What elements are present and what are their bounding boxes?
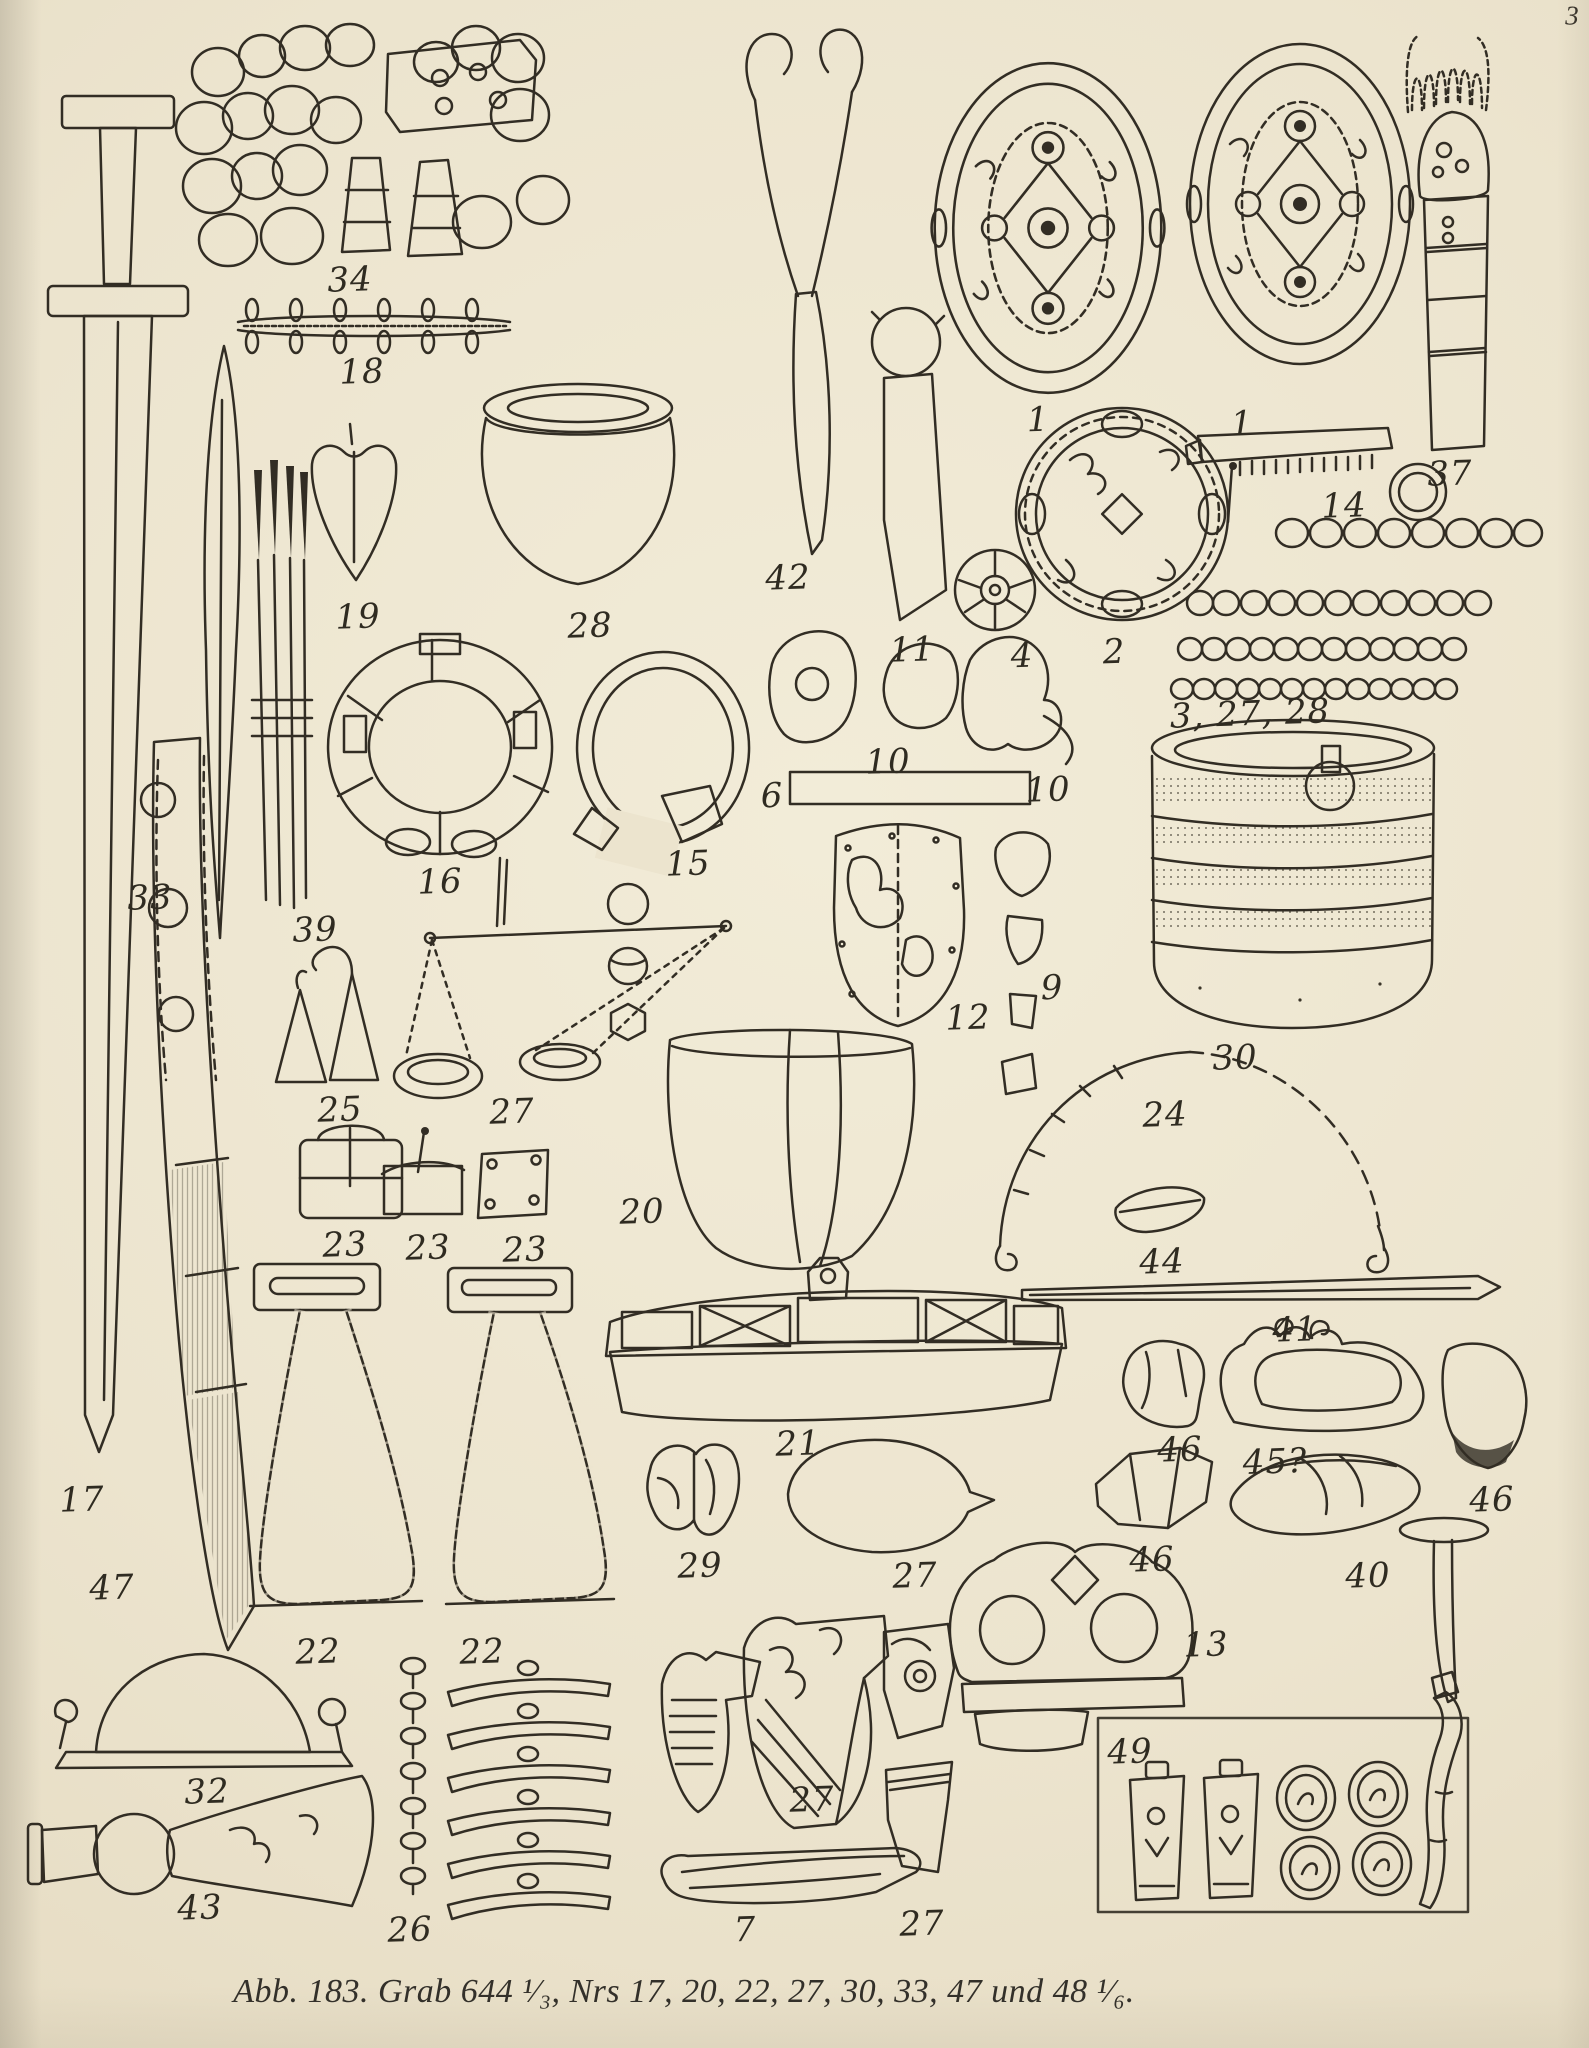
label-axe: 43 xyxy=(176,1887,224,1929)
label-whetstone: 44 xyxy=(1138,1241,1186,1283)
arrow-bundle-drawing xyxy=(252,460,312,908)
label-oval-brooch-right: 1 xyxy=(1229,403,1255,445)
label-comb: 21 xyxy=(774,1423,822,1465)
label-bucket-handle: 24 xyxy=(1141,1094,1189,1136)
weights-drawing xyxy=(608,884,648,1040)
label-shears: 42 xyxy=(764,557,812,599)
label-pot: 28 xyxy=(566,605,614,647)
rod-drawing xyxy=(1022,1276,1500,1300)
whetstone-drawing xyxy=(1115,1187,1204,1232)
oval-brooch-right-drawing xyxy=(1187,44,1413,364)
label-lump-left: 10 xyxy=(864,741,912,783)
label-mount-box: 49 xyxy=(1106,1731,1154,1773)
label-nut: 27 xyxy=(891,1555,939,1597)
knife-drawing xyxy=(872,308,946,620)
label-bead-rows: 3, 27, 28 xyxy=(1169,691,1331,737)
label-sherd-trio: 9 xyxy=(1039,967,1065,1009)
spindle-whorl-drawing xyxy=(955,550,1035,630)
label-box-3: 23 xyxy=(501,1229,549,1271)
label-oval-brooch-left: 1 xyxy=(1025,399,1051,441)
label-knife: 11 xyxy=(888,629,936,671)
spearhead-drawing xyxy=(205,346,240,938)
label-loop-fitting: 45? xyxy=(1242,1440,1308,1484)
label-scabbard: 47 xyxy=(88,1567,136,1609)
bone-tool-drawing xyxy=(661,1848,920,1903)
label-box-2: 23 xyxy=(404,1227,452,1269)
label-bracelet: 16 xyxy=(416,861,464,903)
label-sword: 17 xyxy=(58,1479,106,1521)
label-frag46-top: 46 xyxy=(1156,1429,1204,1471)
label-arrow-bundle: 39 xyxy=(291,909,339,951)
label-frag46-bottom: 46 xyxy=(1128,1539,1176,1581)
bucket-handle-drawing xyxy=(996,1052,1388,1272)
label-penannular-ring: 15 xyxy=(664,843,712,885)
loop-fitting-drawing xyxy=(1221,1319,1424,1431)
label-stirrup-right: 22 xyxy=(458,1631,506,1673)
clay-cup-drawing xyxy=(668,1030,914,1269)
label-bucket: 30 xyxy=(1211,1037,1259,1079)
bucket-drawing xyxy=(1152,720,1434,1028)
stirrup-right-drawing xyxy=(446,1268,614,1604)
label-bone-tool: 7 xyxy=(732,1909,758,1951)
label-carved-fragments: 27 xyxy=(788,1779,836,1821)
label-box-1: 23 xyxy=(321,1224,369,1266)
chain-drawing xyxy=(238,299,510,353)
label-frag46-right: 46 xyxy=(1468,1479,1516,1521)
label-rod: 41 xyxy=(1271,1309,1319,1351)
label-shield-boss: 32 xyxy=(183,1771,231,1813)
label-chain: 18 xyxy=(338,351,386,393)
label-openwork-buckle: 13 xyxy=(1182,1624,1230,1666)
label-cone-mounts: 25 xyxy=(316,1089,364,1131)
bead-cluster-drawing xyxy=(176,24,569,266)
fragment-46-right-drawing xyxy=(1443,1344,1527,1468)
label-strap-mounts: 26 xyxy=(386,1909,434,1951)
label-handle: 37 xyxy=(1426,453,1474,495)
penannular-ring-drawing xyxy=(574,652,749,877)
disc-brooch-drawing xyxy=(1016,408,1228,620)
label-comb-case-fragment: 14 xyxy=(1320,485,1368,527)
label-balance-scale: 27 xyxy=(488,1091,536,1133)
label-bead-cluster: 34 xyxy=(326,259,374,301)
label-flint-flake: 40 xyxy=(1344,1555,1392,1597)
cone-mounts-drawing xyxy=(276,947,378,1082)
oval-brooch-left-drawing xyxy=(932,63,1165,393)
figure-caption: Abb. 183. Grab 644 ¹⁄₃, Nrs 17, 20, 22, 27, 30, 33, 47 und 48 ¹⁄₆. xyxy=(233,1973,1135,2010)
bracelet-drawing xyxy=(328,634,552,857)
label-disc-brooch: 2 xyxy=(1101,631,1127,673)
strap-mounts-drawing xyxy=(401,1658,610,1919)
stirrup-left-drawing xyxy=(250,1264,422,1606)
pendant-drawing xyxy=(312,424,396,580)
sword-drawing xyxy=(48,96,188,1452)
comb-drawing xyxy=(606,1258,1066,1421)
label-lump-right: 10 xyxy=(1024,769,1072,811)
buckle-boxes-drawing xyxy=(300,1126,548,1218)
label-braid-band: 6 xyxy=(759,775,785,817)
label-stirrup-left: 22 xyxy=(294,1631,342,1673)
handle-drawing xyxy=(1407,36,1489,450)
scabbard-drawing xyxy=(141,738,254,1650)
label-pendant: 19 xyxy=(334,596,382,638)
leather-pouch-drawing xyxy=(834,824,964,1026)
label-shell: 29 xyxy=(676,1545,724,1587)
page-corner-mark: 3 xyxy=(1565,0,1579,31)
label-spindle-whorl: 4 xyxy=(1009,635,1035,677)
label-leather-pouch: 12 xyxy=(944,997,992,1039)
shell-drawing xyxy=(647,1445,739,1535)
label-small-sherd: 27 xyxy=(898,1903,946,1945)
shears-drawing xyxy=(747,30,863,554)
fragment-46-top-drawing xyxy=(1123,1341,1204,1427)
label-spearhead: 33 xyxy=(126,877,174,919)
label-clay-cup: 20 xyxy=(618,1191,666,1233)
pot-drawing xyxy=(482,384,674,584)
